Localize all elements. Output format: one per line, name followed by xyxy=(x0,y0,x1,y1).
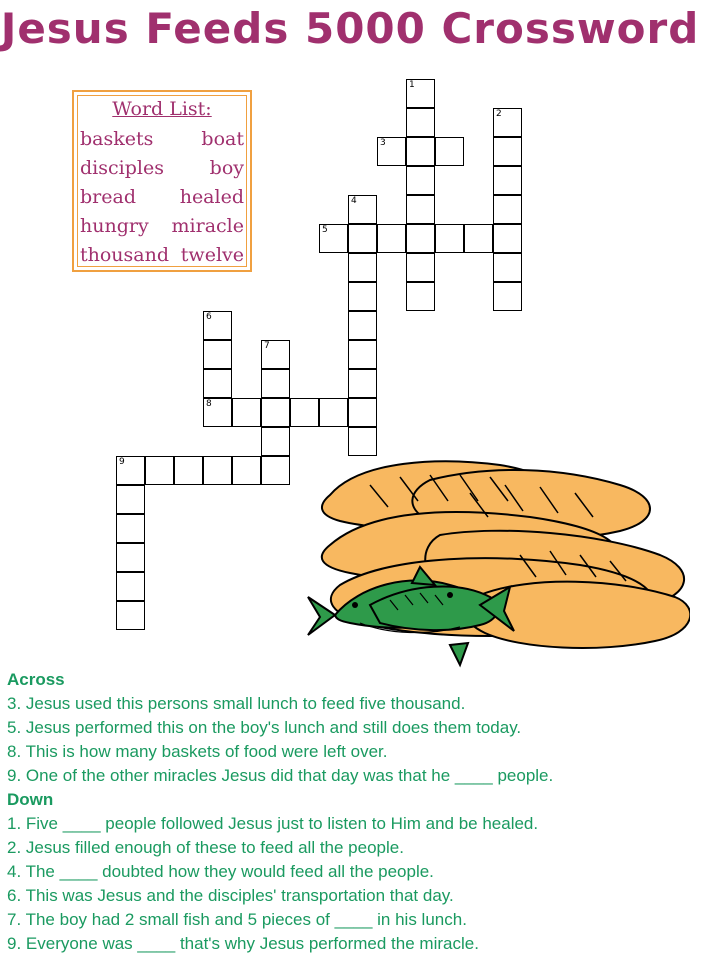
crossword-cell[interactable] xyxy=(232,456,261,485)
crossword-cell[interactable] xyxy=(348,340,377,369)
crossword-cell[interactable] xyxy=(406,79,435,108)
clue-number: 8 xyxy=(206,399,212,409)
clue-number: 7 xyxy=(264,341,270,351)
crossword-cell[interactable] xyxy=(116,456,145,485)
crossword-cell[interactable] xyxy=(493,166,522,195)
crossword-cell[interactable] xyxy=(406,166,435,195)
word-list-row xyxy=(80,157,244,186)
crossword-cell[interactable] xyxy=(116,601,145,630)
crossword-cell[interactable] xyxy=(435,224,464,253)
down-clue: 9. Everyone was ____ that's why Jesus performed the miracle. xyxy=(7,934,479,953)
crossword-cell[interactable] xyxy=(290,398,319,427)
crossword-cell[interactable] xyxy=(261,340,290,369)
crossword-cell[interactable] xyxy=(493,282,522,311)
crossword-cell[interactable] xyxy=(174,456,203,485)
across-clue: 9. One of the other miracles Jesus did that day was that he ____ people. xyxy=(7,766,554,785)
word-list-word: boat xyxy=(201,128,244,150)
crossword-cell[interactable] xyxy=(261,456,290,485)
crossword-cell[interactable] xyxy=(406,195,435,224)
clue-number: 3 xyxy=(380,138,386,148)
crossword-cell[interactable] xyxy=(348,369,377,398)
word-list-word: healed xyxy=(179,186,244,208)
clue-number: 4 xyxy=(351,196,357,206)
word-list-row xyxy=(80,244,244,273)
crossword-cell[interactable] xyxy=(406,224,435,253)
clue-number: 2 xyxy=(496,109,502,119)
crossword-cell[interactable] xyxy=(116,572,145,601)
crossword-cell[interactable] xyxy=(406,108,435,137)
down-clue: 4. The ____ doubted how they would feed all the people. xyxy=(7,862,434,881)
crossword-cell[interactable] xyxy=(406,137,435,166)
crossword-cell[interactable] xyxy=(203,456,232,485)
bread-and-fish-illustration xyxy=(300,455,690,670)
crossword-cell[interactable] xyxy=(348,195,377,224)
crossword-cell[interactable] xyxy=(203,311,232,340)
crossword-cell[interactable] xyxy=(493,253,522,282)
crossword-cell[interactable] xyxy=(203,369,232,398)
crossword-cell[interactable] xyxy=(348,224,377,253)
crossword-cell[interactable] xyxy=(493,224,522,253)
crossword-cell[interactable] xyxy=(493,195,522,224)
clue-number: 6 xyxy=(206,312,212,322)
across-heading: Across xyxy=(7,670,65,689)
word-list-box xyxy=(72,90,252,272)
crossword-cell[interactable] xyxy=(116,514,145,543)
word-list-word: bread xyxy=(80,186,136,208)
crossword-cell[interactable] xyxy=(348,253,377,282)
crossword-cell[interactable] xyxy=(319,398,348,427)
word-list-word: baskets xyxy=(80,128,154,150)
crossword-cell[interactable] xyxy=(145,456,174,485)
crossword-cell[interactable] xyxy=(406,282,435,311)
word-list-word: disciples xyxy=(80,157,164,179)
across-clue: 3. Jesus used this persons small lunch to feed five thousand. xyxy=(7,694,466,713)
crossword-cell[interactable] xyxy=(435,137,464,166)
word-list-heading: Word List: xyxy=(112,98,212,120)
crossword-cell[interactable] xyxy=(348,282,377,311)
word-list-row xyxy=(80,128,244,157)
crossword-cell[interactable] xyxy=(232,398,261,427)
crossword-cell[interactable] xyxy=(493,108,522,137)
clue-number: 9 xyxy=(119,457,125,467)
across-clue: 8. This is how many baskets of food were left over. xyxy=(7,742,388,761)
word-list-word: twelve xyxy=(180,244,244,266)
crossword-cell[interactable] xyxy=(464,224,493,253)
word-list-word: boy xyxy=(209,157,244,179)
down-heading: Down xyxy=(7,790,54,809)
clue-number: 5 xyxy=(322,225,328,235)
crossword-cell[interactable] xyxy=(116,543,145,572)
clue-number: 1 xyxy=(409,80,415,90)
down-clue: 1. Five ____ people followed Jesus just to listen to Him and be healed. xyxy=(7,814,539,833)
crossword-cell[interactable] xyxy=(261,369,290,398)
crossword-cell[interactable] xyxy=(203,340,232,369)
crossword-cell[interactable] xyxy=(348,427,377,456)
crossword-cell[interactable] xyxy=(348,398,377,427)
crossword-cell[interactable] xyxy=(493,137,522,166)
down-clue: 7. The boy had 2 small fish and 5 pieces of ____ in his lunch. xyxy=(7,910,467,929)
clues-section xyxy=(7,668,707,956)
page-title: Jesus Feeds 5000 Crossword xyxy=(0,4,700,53)
word-list-word: thousand xyxy=(80,244,170,266)
word-list-row xyxy=(80,186,244,215)
word-list-word: hungry xyxy=(80,215,149,237)
crossword-cell[interactable] xyxy=(377,137,406,166)
crossword-cell[interactable] xyxy=(203,398,232,427)
crossword-cell[interactable] xyxy=(319,224,348,253)
down-clue: 2. Jesus filled enough of these to feed all the people. xyxy=(7,838,404,857)
across-clue: 5. Jesus performed this on the boy's lunch and still does them today. xyxy=(7,718,522,737)
crossword-cell[interactable] xyxy=(261,398,290,427)
word-list-row xyxy=(80,215,244,244)
crossword-cell[interactable] xyxy=(406,253,435,282)
crossword-cell[interactable] xyxy=(116,485,145,514)
word-list-word: miracle xyxy=(171,215,244,237)
crossword-cell[interactable] xyxy=(377,224,406,253)
crossword-cell[interactable] xyxy=(261,427,290,456)
crossword-cell[interactable] xyxy=(348,311,377,340)
down-clue: 6. This was Jesus and the disciples' transportation that day. xyxy=(7,886,454,905)
